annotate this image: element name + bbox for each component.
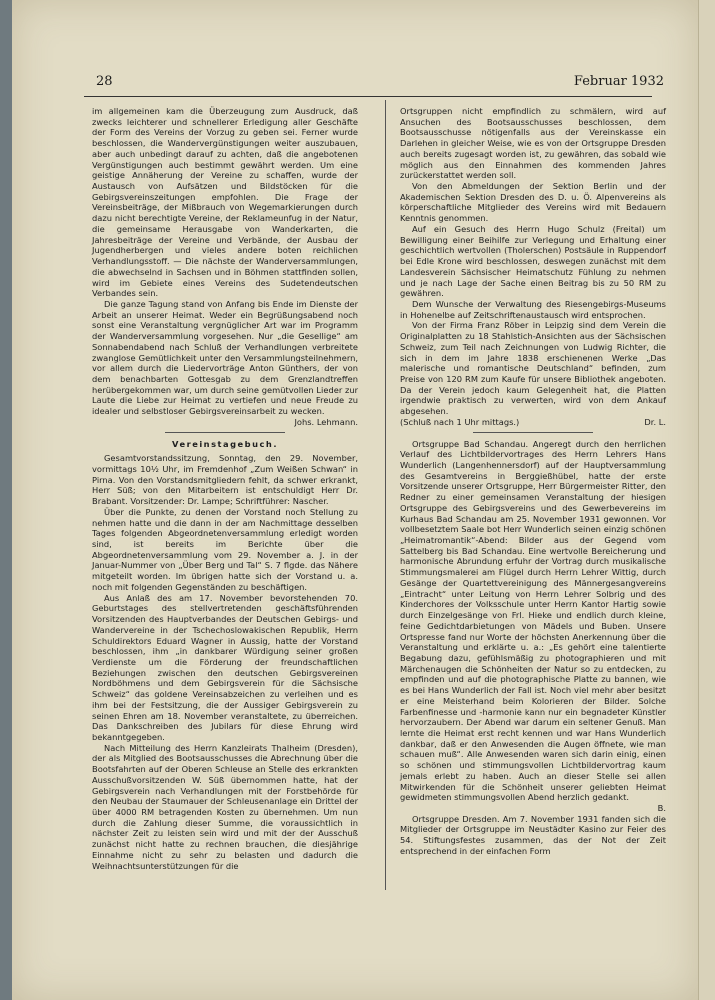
header-rule — [84, 96, 652, 97]
right-column — [400, 106, 666, 857]
paragraph: Die ganze Tagung stand von Anfang bis Ende im Dienste der Arbeit an unserer Heimat. Weder ein Begrüßungsabend noch sonst eine Veranstaltung vergnüglicher Art war im Programm der Wanderversammlung vorgesehen. Nur „die Gesellige“ am Sonnabendabend nach Schluß der Verhandlungen verbreitete zwanglose Gemütlichkeit unter den Versammlungsteilnehmern, vor allem durch die Liedervorträge Anton Günthers, der von dem benachbarten Gottesgab zu dem Grenzlandtreffen herübergekommen war, um durch seine gemütvollen Lieder zur Laute die Liebe zur Heimat zu vertiefen und neue Freude zu idealer und selbstloser Gebirgsvereinsarbeit zu wecken. — [92, 298, 358, 417]
paragraph: Auf ein Gesuch des Herrn Hugo Schulz (Freital) um Bewilligung einer Beihilfe zur Verlegung und Erhaltung einer geschichtlich wertvollen (Tholerschen) Postsäule in Ruppendorf bei Edle Krone wird beschlossen, deswegen zunächst mit dem Landesverein Sächsischer Heimatschutz Fühlung zu nehmen und je nach Lage der Sache einen Beitrag bis zu 50 RM zu gewähren. — [400, 223, 666, 299]
next-page-edge — [698, 0, 715, 1000]
left-column — [92, 106, 358, 871]
section-divider — [165, 432, 285, 433]
paragraph: Von den Abmeldungen der Sektion Berlin und der Akademischen Sektion Dresden des D. u. Ö. Alpenvereins als körperschaftliche Mitglieder des Vereins wird mit Bedauern Kenntnis genommen. — [400, 181, 666, 224]
paragraph: Über die Punkte, zu denen der Vorstand noch Stellung zu nehmen hatte und die dann in der am Nachmittage desselben Tages folgenden Abgeordnetenversammlung erledigt worden sind, ist bereits im Berichte über die Abgeordnetenversammlung vom 29. November a. J. in der Januar-Nummer von „Über Berg und Tal“ S. 7 flgde. das Nähere mitgeteilt worden. Im übrigen hatte sich der Vorstand u. a. noch mit folgenden Gegenständen zu beschäftigen. — [92, 506, 358, 592]
paragraph: Aus Anlaß des am 17. November bevorstehenden 70. Geburtstages des stellvertretenden geschäftsführenden Vorsitzenden des Hauptverbandes der Deutschen Gebirgs- und Wandervereine in der Tschechoslowakischen Republik, Herrn Schuldirektors Eduard Wagner in Aussig, hatte der Vorstand beschlossen, ihm „in dankbarer Würdigung seiner großen Verdienste um die Förderung der freundschaftlichen Beziehungen zwischen den deutschen Gebirgsvereinen Nordböhmens und dem Gebirgsverein für die Sächsische Schweiz“ das goldene Vereinsabzeichen zu verleihen und es ihm bei der Festsitzung, die der Aussiger Gebirgsverein zu seinen Ehren am 18. November veranstaltete, zu überreichen. Das Dankschreiben des Jubilars für diese Ehrung wird bekanntgegeben. — [92, 592, 358, 742]
author-signature: Johs. Lehmann. — [294, 416, 358, 427]
paragraph: Gesamtvorstandssitzung, Sonntag, den 29. November, vormittags 10½ Uhr, im Fremdenhof „Zum Weißen Schwan“ in Pirna. Von den Vorstandsmitgliedern fehlt, da schwer erkrankt, Herr Süß; von den Mitarbeitern ist entschuldigt Herr Dr. Brabant. Vorsitzender: Dr. Lampe; Schriftführer: Nascher. — [92, 453, 358, 507]
paragraph: Von der Firma Franz Röber in Leipzig sind dem Verein die Originalplatten zu 18 Stahlstich-Ansichten aus der Sächsischen Schweiz, zum Teil nach Zeichnungen von Ludwig Richter, die sich in dem im Jahre 1838 erschienenen Werke „Das malerische und romantische Deutschland“ befinden, zum Preise von 120 RM zum Kaufe für unsere Bibliothek angeboten. Da der Verein jedoch kaum Gelegenheit hat, die Platten irgendwie praktisch zu verwerten, wird von dem Ankauf abgesehen. — [400, 320, 666, 417]
page-number: 28 — [96, 74, 113, 89]
closing-time-note: (Schluß nach 1 Uhr mittags.) — [400, 416, 520, 427]
column-divider — [385, 100, 386, 890]
paragraph: Dem Wunsche der Verwaltung des Riesengebirgs-Museums in Hohenelbe auf Zeitschriftenaustausch wird entsprochen. — [400, 298, 666, 320]
section-heading: Vereinstagebuch. — [172, 438, 278, 449]
paragraph: Nach Mitteilung des Herrn Kanzleirats Thalheim (Dresden), der als Mitglied des Bootsausschusses die Abrechnung über die Bootsfahrten auf der Oberen Schleuse an Stelle des erkrankten Ausschußvorsitzenden W. Süß übernommen hatte, hat der Gebirgsverein nach Verhandlungen mit der Forstbehörde für den Neubau der Staumauer der Schleusenanlage ein Drittel der über 4000 RM betragenden Kosten zu übernehmen. Um nun durch die Zahlung dieser Summe, die voraussichtlich in nächster Zeit zu leisten sein wird und mit der der Ausschuß zunächst nicht hatte zu rechnen brauchen, die diesjährige Einnahme nicht zu sehr zu belasten und dadurch die Weihnachtsunterstützungen für die — [92, 742, 358, 871]
paragraph: Ortsgruppe Bad Schandau. Angeregt durch den herrlichen Verlauf des Lichtbildervortrages des Herrn Lehrers Hans Wunderlich (Langenhennersdorf) auf der Hauptversammlung des Gesamtvereins in Berggießhübel, hatte der erste Vorsitzende unserer Ortsgruppe, Herr Bürgermeister Ritter, den Redner zu einer gemeinsamen Veranstaltung der hiesigen Ortsgruppe des Gebirgsvereins und des Gewerbevereins im Kurhaus Bad Schandau am 25. November 1931 gewonnen. Vor vollbesetztem Saale bot Herr Wunderlich seinen einzig schönen „Heimatromantik“-Abend: Bilder aus der Gegend vom Sattelberg bis Bad Schandau. Eine wertvolle Bereicherung und harmonische Abrundung erfuhr der Vortrag durch musikalische Stimmungsmalerei am Flügel durch Herrn Lehrer Wittig, durch Gesänge der Quartettvereinigung des Männergesangvereins „Eintracht“ unter Leitung von Herrn Lehrer Solbrig und des Kinderchores der Volksschule unter Herrn Kantor Hartig sowie durch Einzelgesänge von Frl. Hieke und endlich durch kleine, feine Gedichtdarbietungen von Mädels und Buben. Unsere Ortspresse fand nur Worte der höchsten Anerkennung über die Veranstaltung und erklärte u. a.: „Es gehört eine talentierte Begabung dazu, gefühlsmäßig zu photographieren und mit Märchenaugen die Schönheiten der Natur so zu entdecken, zu empfinden und auf die photographische Platte zu bannen, wie es bei Hans Wunderlich der Fall ist. Noch viel mehr aber besitzt er eine Meisterhand beim Kolorieren der Bilder. Solche Farbenfinesse und -harmonie kann nur ein begnadeter Künstler hervorzaubern. Der Abend war darum ein seltener Genuß. Man lernte die Heimat erst recht kennen und war Hans Wunderlich dankbar, daß er den Anwesenden die Augen öffnete, wie man schauen muß“. Alle Anwesenden waren sich darin einig, einen so schönen und stimmungsvollen Lichtbildervortrag kaum jemals erlebt zu haben. Auch an dieser Stelle sei allen Mitwirkenden für die Schönheit unserer geliebten Heimat gewidmeten stimmungsvollen Abend herzlich gedankt. — [400, 438, 666, 803]
issue-date: Februar 1932 — [573, 74, 664, 89]
section-divider — [473, 432, 593, 433]
paragraph: Ortsgruppe Dresden. Am 7. November 1931 fanden sich die Mitglieder der Ortsgruppe im Neustädter Kasino zur Feier des 54. Stiftungsfestes zusammen, das der Not der Zeit entsprechend in der einfachen Form — [400, 813, 666, 856]
closing-note — [400, 417, 666, 428]
paragraph: Ortsgruppen nicht empfindlich zu schmälern, wird auf Ansuchen des Bootsausschusses beschlossen, dem Bootsausschusse nötigenfalls aus der Vereinskasse ein Darlehen in gleicher Weise, wie es von der Ortsgruppe Dresden auch bereits zugesagt worden ist, zu gewähren, das sobald wie möglich aus den Einnahmen des kommenden Jahres zurückerstattet werden soll. — [400, 106, 666, 181]
author-initials: B. — [657, 803, 666, 813]
author-initials: Dr. L. — [644, 416, 666, 427]
paragraph: im allgemeinen kam die Überzeugung zum Ausdruck, daß zwecks leichterer und schnellerer Erledigung aller Geschäfte der Form des Vereins der Vorzug zu geben sei. Ferner wurde beschlossen, die Wandervergünstigungen weiter auszubauen, aber auch unbedingt darauf zu achten, daß die angebotenen Vergünstigungen auch bestimmt gewährt werden. Um eine geistige Annäherung der Vereine zu schaffen, wurde der Austausch von Aufsätzen und Bildstöcken für die Gebirgsvereinszeitungen empfohlen. Die Frage der Vereinsbeiträge, der Mißbrauch von Wegemarkierungen durch dazu nicht berechtigte Vereine, der Reklameunfug in der Natur, die gemeinsame Herausgabe von Wanderkarten, die Jahresbeiträge der Vereine und Verbände, der Ausbau der Jugendherbergen und vieles andere boten reichlichen Verhandlungsstoff. — Die nächste der Wanderversammlungen, die abwechselnd in Sachsen und in Böhmen stattfinden sollen, wird im Gebiete eines Vereins des Sudetendeutschen Verbandes sein. — [92, 106, 358, 299]
page-header — [96, 74, 664, 94]
